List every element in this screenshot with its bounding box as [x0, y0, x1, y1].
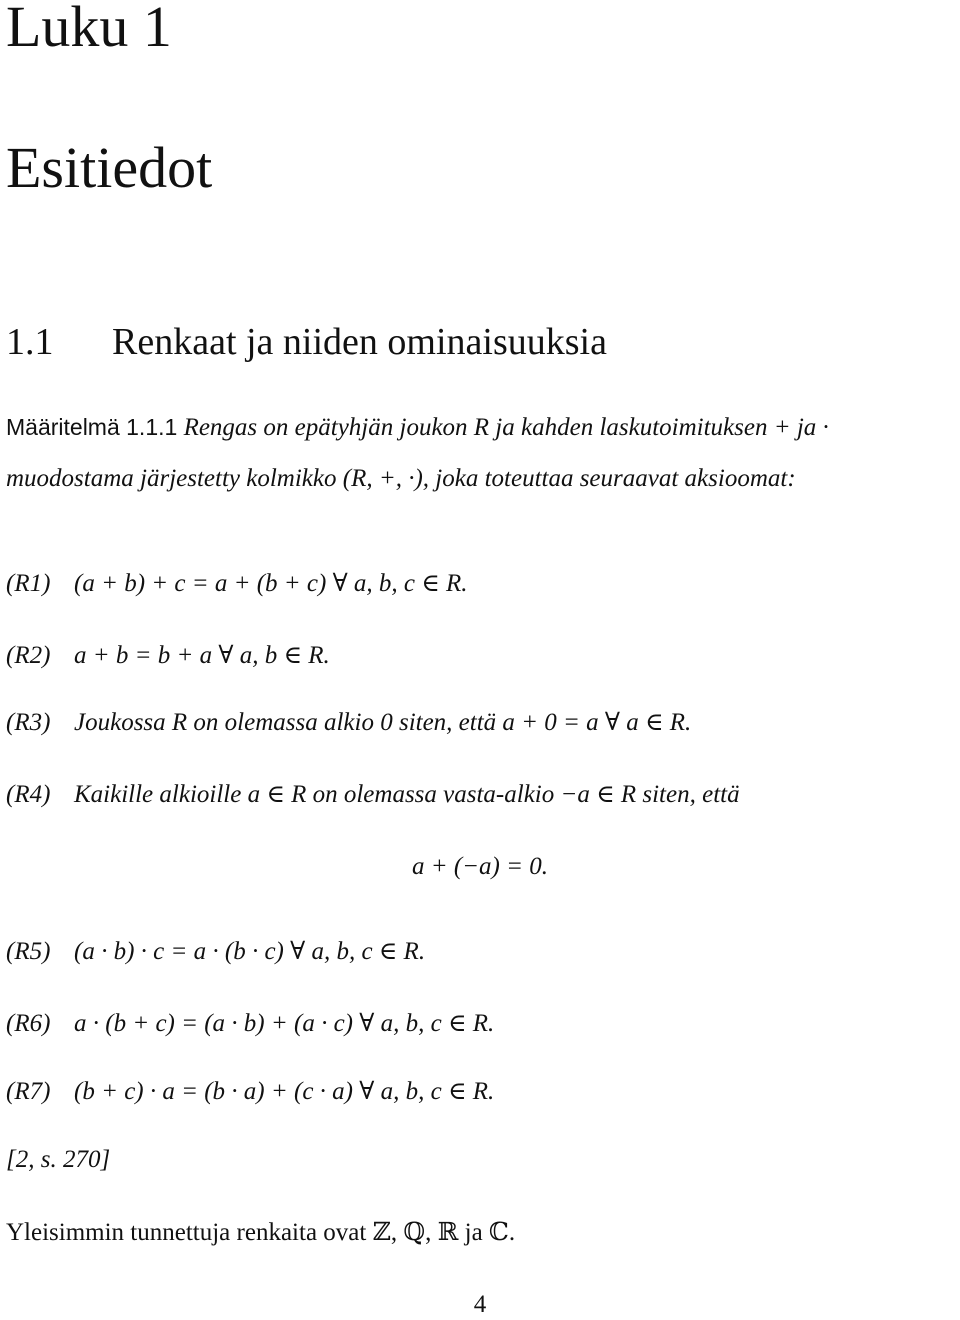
reference: [2, s. 270]: [6, 1146, 111, 1173]
r4-display-equation: a + (−a) = 0.: [411, 853, 548, 880]
chapter-title: Esitiedot: [6, 135, 213, 200]
axiom-r7: [6, 1075, 494, 1109]
axiom-r6: [6, 1007, 494, 1041]
axiom-label: (R2): [6, 642, 51, 669]
definition-label: Määritelmä 1.1.1: [6, 414, 178, 440]
section-title: Renkaat ja niiden ominaisuuksia: [112, 321, 607, 363]
axiom-text: Joukossa R on olemassa alkio 0 siten, että a + 0 = a ∀ a ∈ R.: [74, 709, 692, 736]
axiom-label: (R4): [6, 781, 51, 808]
axiom-r2: [6, 639, 330, 673]
section-heading: [6, 318, 607, 366]
definition-text: Rengas on epätyhjän joukon R ja kahden laskutoimituksen + ja · muodostama järjestetty kolmikko (R, +, ·), joka toteuttaa seuraavat aksioomat:: [6, 414, 829, 492]
axiom-label: (R1): [6, 570, 51, 597]
section-number: 1.1: [6, 321, 54, 363]
page-number: 4: [473, 1291, 487, 1318]
axiom-label: (R5): [6, 938, 51, 965]
axiom-r5: [6, 935, 425, 969]
axiom-label: (R3): [6, 709, 51, 736]
axiom-r4: [6, 778, 740, 812]
axiom-text: a · (b + c) = (a · b) + (a · c) ∀ a, b, c ∈ R.: [74, 1010, 495, 1037]
definition: [6, 402, 954, 504]
axiom-r3: [6, 706, 691, 740]
axiom-text: (a · b) · c = a · (b · c) ∀ a, b, c ∈ R.: [74, 938, 426, 965]
axiom-text: (b + c) · a = (b · a) + (c · a) ∀ a, b, c ∈ R.: [74, 1078, 495, 1105]
axiom-text: (a + b) + c = a + (b + c) ∀ a, b, c ∈ R.: [74, 570, 468, 597]
axiom-label: (R6): [6, 1010, 51, 1037]
axiom-text: Kaikille alkioille a ∈ R on olemassa vasta-alkio −a ∈ R siten, että: [74, 781, 740, 808]
closing-sentence: Yleisimmin tunnettuja renkaita ovat ℤ, ℚ, ℝ ja ℂ.: [6, 1219, 516, 1246]
axiom-label: (R7): [6, 1078, 51, 1105]
chapter-label: Luku 1: [6, 0, 172, 59]
axiom-text: a + b = b + a ∀ a, b ∈ R.: [74, 642, 330, 669]
axiom-r1: [6, 567, 468, 601]
